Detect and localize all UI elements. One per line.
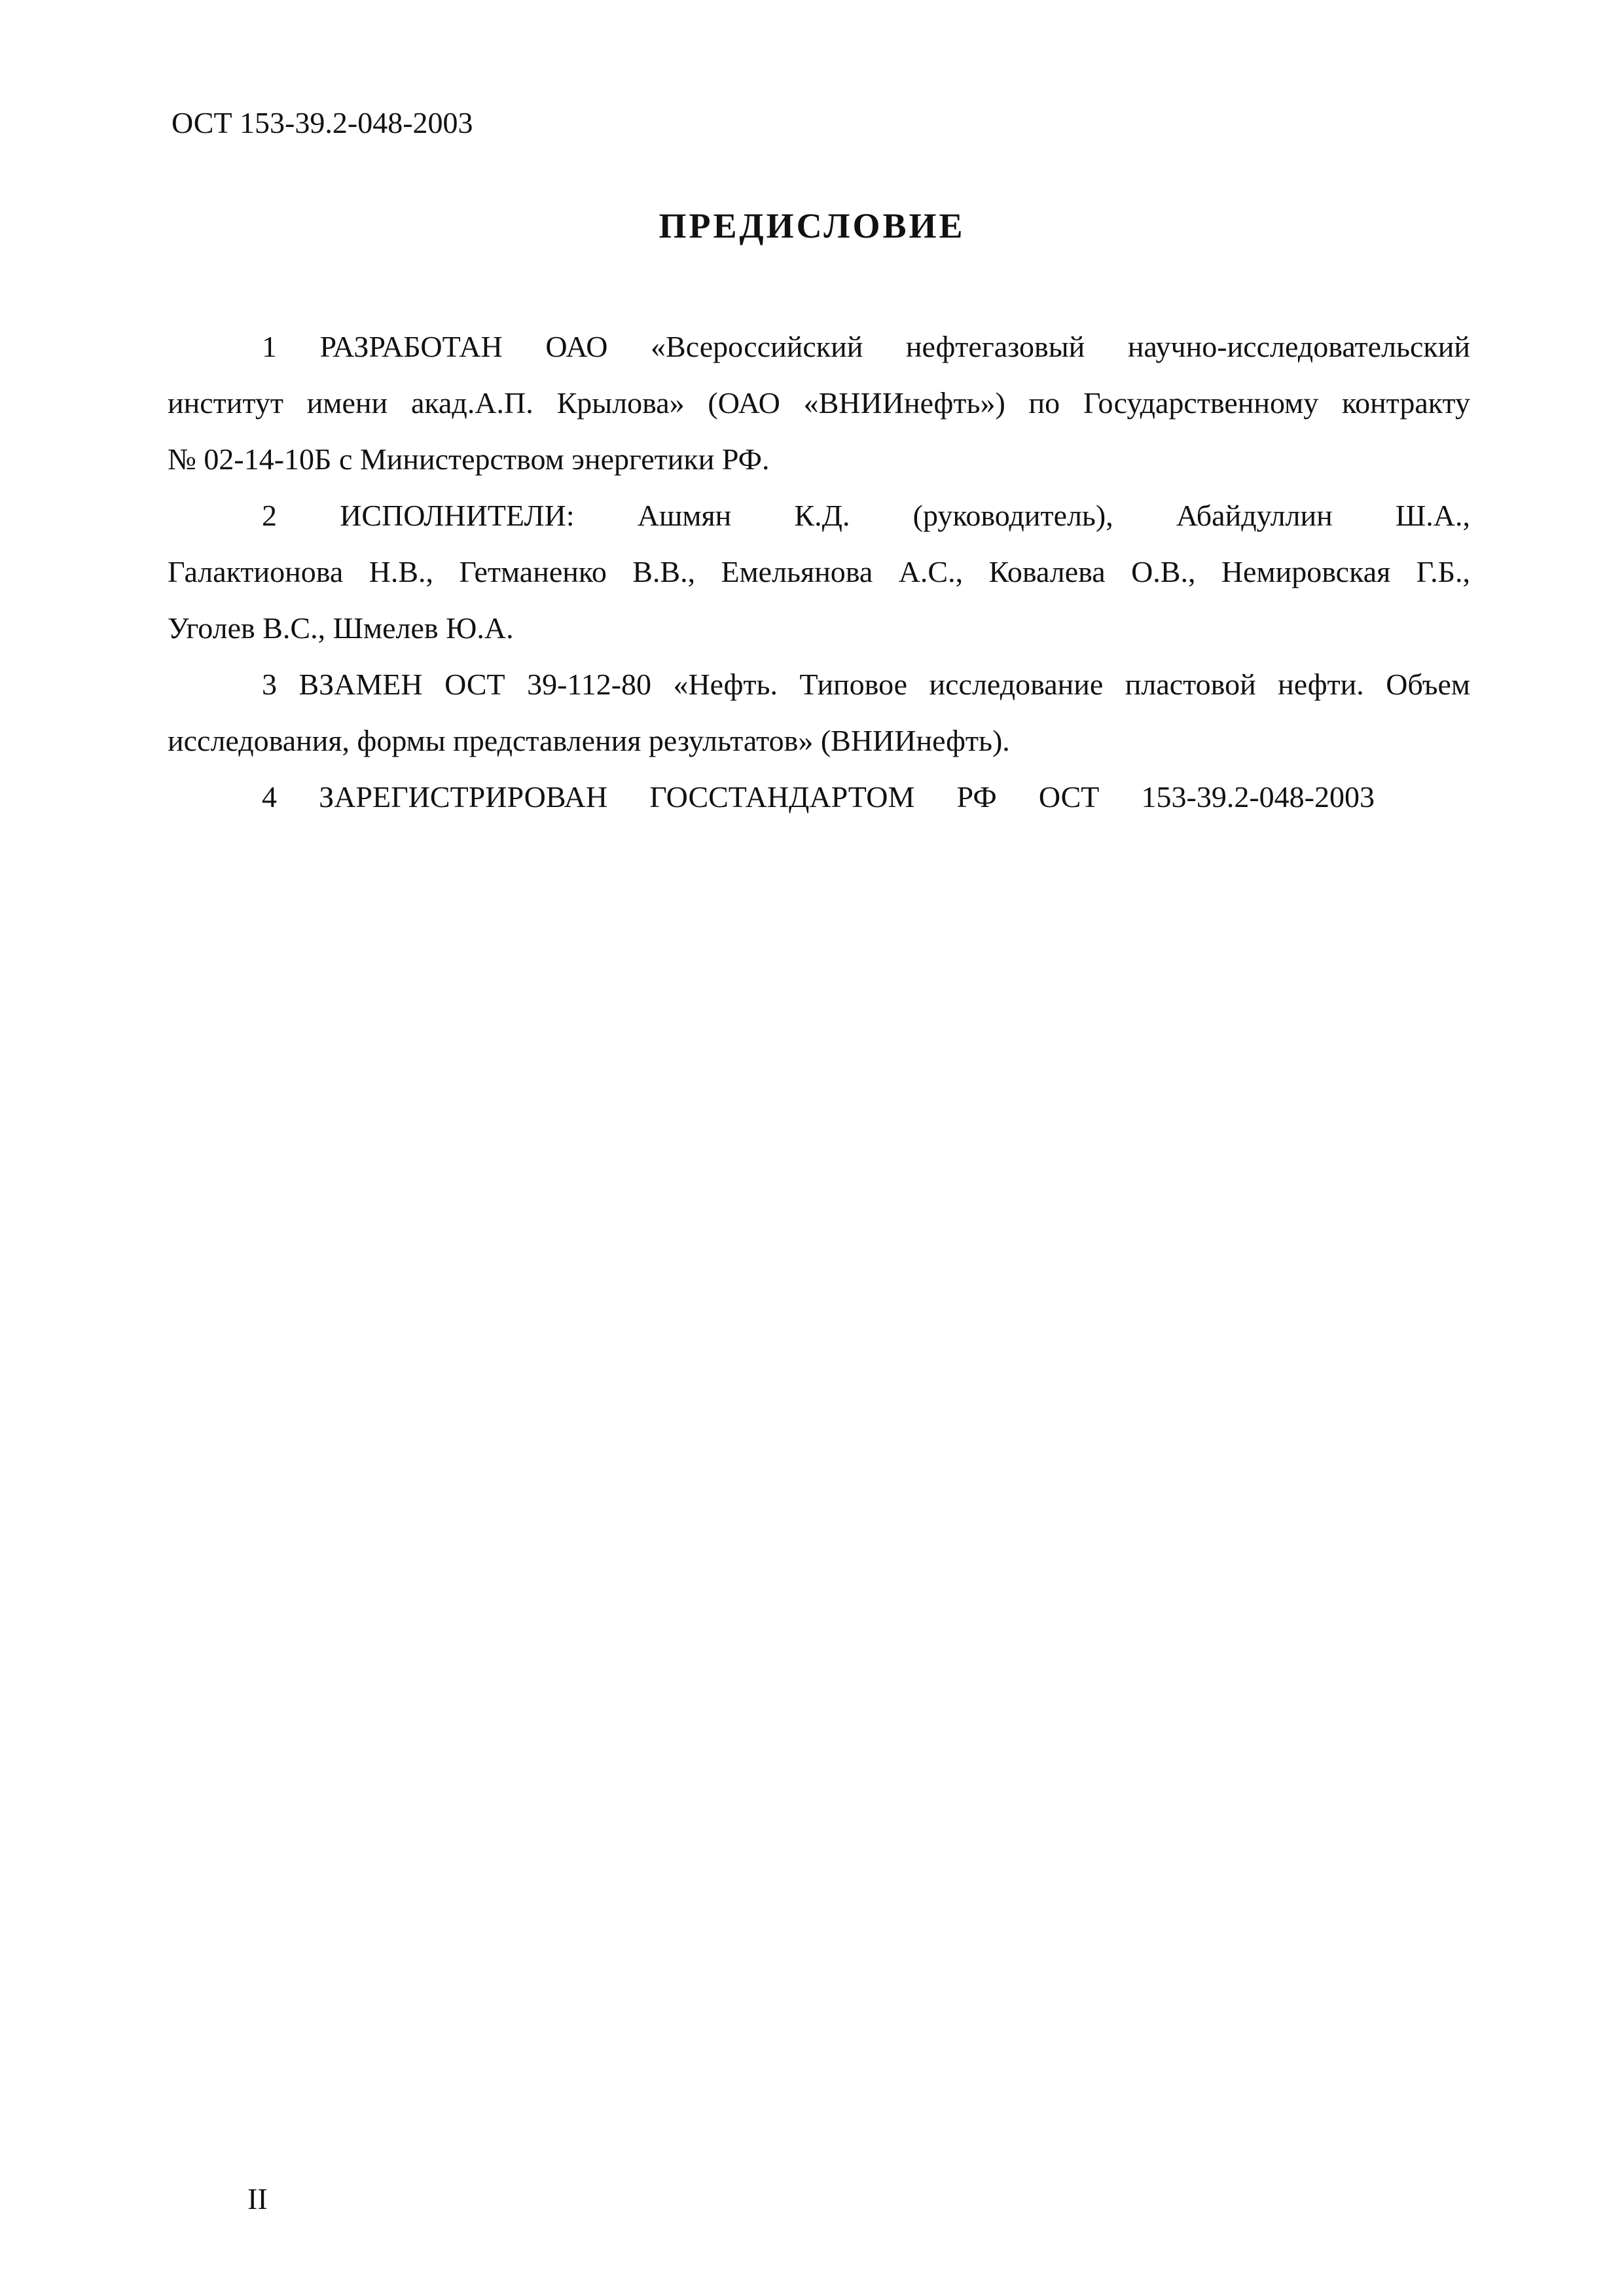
item-4-line-1: 4 ЗАРЕГИСТРИРОВАН ГОССТАНДАРТОМ РФ ОСТ 153-39.2-048-2003 (262, 780, 1375, 814)
item-3-line-1: 3 ВЗАМЕН ОСТ 39-112-80 «Нефть. Типовое исследование пластовой нефти. Объем (262, 668, 1470, 701)
item-2-line-2: Галактионова Н.В., Гетманенко В.В., Емельянова А.С., Ковалева О.В., Немировская Г.Б., (168, 555, 1470, 588)
item-1-line-1: 1 РАЗРАБОТАН ОАО «Всероссийский нефтегазовый научно-исследовательский (262, 330, 1470, 363)
item-1-line-2: институт имени акад.А.П. Крылова» (ОАО «ВНИИнефть») по Государственному контракту (168, 386, 1470, 420)
item-1-line-3: № 02-14-10Б с Министерством энергетики РФ. (168, 442, 770, 476)
document-code-header: ОСТ 153-39.2-048-2003 (171, 106, 473, 139)
item-3-line-2: исследования, формы представления результатов» (ВНИИнефть). (168, 724, 1010, 757)
page-title: ПРЕДИСЛОВИЕ (659, 206, 965, 245)
page-number: II (247, 2182, 268, 2215)
item-2-line-3: Уголев В.С., Шмелев Ю.А. (168, 611, 514, 645)
item-2-line-1: 2 ИСПОЛНИТЕЛИ: Ашмян К.Д. (руководитель), Абайдуллин Ш.А., (262, 499, 1470, 532)
